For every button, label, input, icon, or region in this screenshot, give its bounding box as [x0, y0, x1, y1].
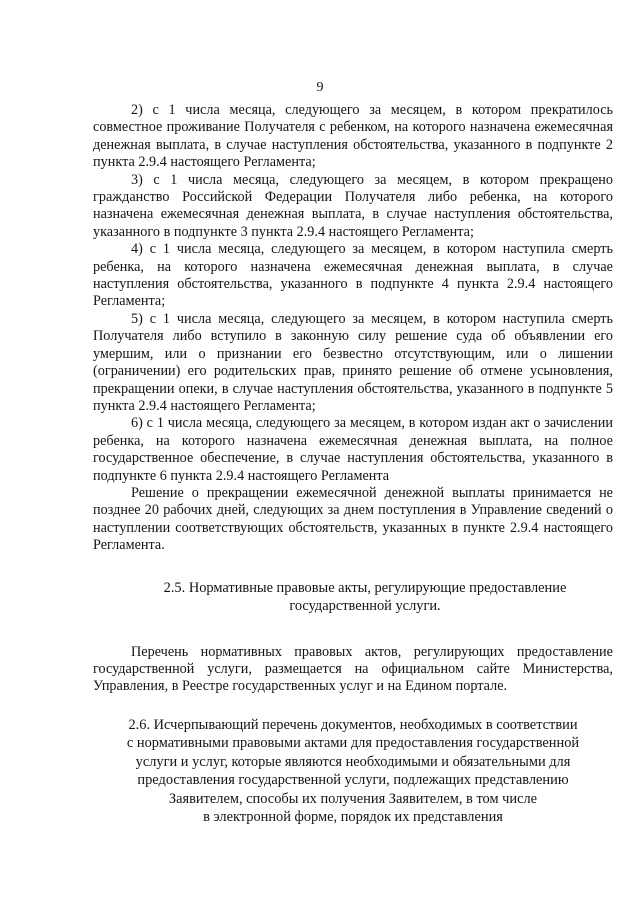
section-2-5-heading [93, 579, 613, 616]
document-body [93, 102, 613, 827]
section-2-6-heading-line: предоставления государственной услуги, подлежащих представлению [137, 772, 569, 789]
section-2-6-heading-line: услуги и услуг, которые являются необходимыми и обязательными для [135, 753, 571, 770]
section-2-6-heading-line: 2.6. Исчерпывающий перечень документов, необходимых в соответствии [128, 716, 578, 733]
section-2-6-heading-line: в электронной форме, порядок их представления [203, 809, 503, 826]
section-2-5-text: Перечень нормативных правовых актов, регулирующих предоставление государственной услуги, размещается на официальном сайте Министерства, Управления, в Реестре государственных услуг и на Едином портале. [93, 643, 613, 695]
section-2-6-heading-line: Заявителем, способы их получения Заявителем, в том числе [168, 790, 538, 807]
paragraph-item-5: 5) с 1 числа месяца, следующего за месяцем, в котором наступила смерть Получателя либо вступило в законную силу решение суда об объявлении его умершим, или о признании его безвестно отсутствующим, или о лишении (ограничении) его родительских прав, принято решение об отмене усыновления, прекращении опеки, в случае наступления обстоятельства, указанного в подпункте 5 пункта 2.9.4 настоящего Регламента; [93, 310, 613, 414]
paragraph-item-3: 3) с 1 числа месяца, следующего за месяцем, в котором прекращено гражданство Российской Федерации Получателя либо ребенка, на которого назначена ежемесячная денежная выплата, в случае наступления обстоятельства, указанного в подпункте 3 пункта 2.9.4 настоящего Регламента; [93, 171, 613, 240]
paragraph-item-2: 2) с 1 числа месяца, следующего за месяцем, в котором прекратилось совместное проживание Получателя с ребенком, на которого назначена ежемесячная денежная выплата, в случае наступления обстоятельства, указанного в подпункте 2 пункта 2.9.4 настоящего Регламента; [93, 102, 613, 171]
paragraph-item-4: 4) с 1 числа месяца, следующего за месяцем, в котором наступила смерть ребенка, на которого назначена ежемесячная денежная выплата, в случае наступления обстоятельства, указанного в подпункте 4 пункта 2.9.4 настоящего Регламента; [93, 241, 613, 310]
paragraph-item-6: 6) с 1 числа месяца, следующего за месяцем, в котором издан акт о зачислении ребенка, на которого назначена ежемесячная денежная выплата, на полное государственное обеспечение, в случае наступления обстоятельства, указанного в подпункте 6 пункта 2.9.4 настоящего Регламента [93, 415, 613, 484]
page-number: 9 [316, 80, 324, 95]
section-2-5-heading-line: 2.5. Нормативные правовые акты, регулирующие предоставление [163, 579, 567, 596]
paragraph-decision: Решение о прекращении ежемесячной денежной выплаты принимается не позднее 20 рабочих дней, следующих за днем поступления в Управление сведений о наступлении соответствующих обстоятельств, указанных в пункте 2.9.4 настоящего Регламента. [93, 484, 613, 554]
section-2-6-heading [93, 716, 613, 827]
section-2-5-heading-line: государственной услуги. [289, 598, 441, 615]
section-2-6-heading-line: с нормативными правовыми актами для предоставления государственной [126, 735, 580, 752]
